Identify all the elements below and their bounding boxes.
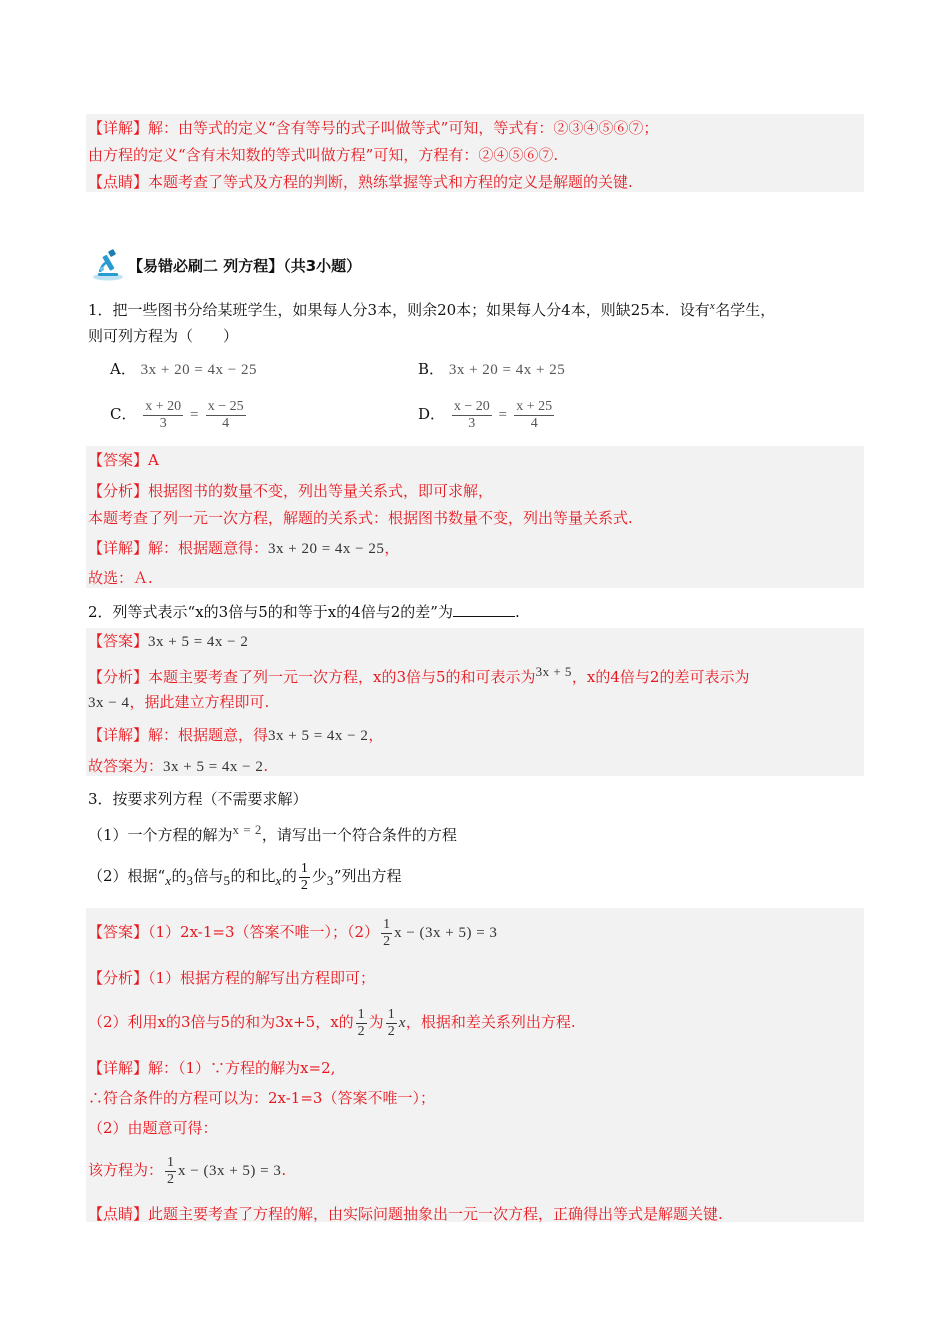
- q2-analysis-2: 3x − 4，据此建立方程即可.: [88, 693, 270, 711]
- q3-detail-2: ∴符合条件的方程可以为：2x-1=3（答案不唯一）；: [88, 1089, 435, 1107]
- q1-answer: 【答案】A: [88, 451, 159, 469]
- section-title: 【易错必刷二 列方程】（共3小题）: [128, 256, 362, 275]
- q1-detail: 【详解】解：根据题意得：3x + 20 = 4x − 25，: [88, 539, 400, 557]
- microscope-icon: [90, 247, 126, 283]
- q3-analysis-2: （2）利用x的3倍与5的和为3x+5，x的 $\frac{1}{2}$ 为 $\frac{1}{2}$ x，根据和差关系列出方程.: [88, 1006, 576, 1039]
- q3-comment: 【点睛】此题主要考查了方程的解，由实际问题抽象出一元一次方程，正确得出等式是解题关键.: [88, 1205, 723, 1223]
- q1-analysis-2: 本题考查了列一元一次方程，解题的关系式：根据图书数量不变，列出等量关系式.: [88, 509, 633, 527]
- q3-part-1: （1）一个方程的解为x = 2，请写出一个符合条件的方程: [88, 822, 457, 844]
- section-header: [90, 247, 361, 283]
- prev-detail-line: 【详解】解：由等式的定义“含有等号的式子叫做等式”可知，等式有：②③④⑤⑥⑦；: [88, 119, 659, 137]
- q3-detail-4: 该方程为： $\frac{1}{2}$ x − (3x + 5) = 3.: [88, 1154, 287, 1187]
- q1-choice: 故选：Ａ.: [88, 569, 153, 587]
- q1-option-c: C． $\frac{x + 20}{3}$ = $\frac{x - 25}{4}$: [110, 398, 244, 431]
- q2-analysis: 【分析】本题主要考查了列一元一次方程，x的3倍与5的和可表示为3x + 5，x的4倍与2的差可表示为: [88, 664, 750, 686]
- prev-detail-line-2: 由方程的定义“含有未知数的等式叫做方程”可知，方程有：②④⑤⑥⑦.: [88, 146, 559, 164]
- q2-final: 故答案为：3x + 5 = 4x − 2.: [88, 757, 269, 775]
- q1-analysis: 【分析】根据图书的数量不变，列出等量关系式，即可求解，: [88, 482, 494, 500]
- q1-option-d: D． $\frac{x - 20}{3}$ = $\frac{x + 25}{4}$: [418, 398, 553, 431]
- q2-answer: 【答案】3x + 5 = 4x − 2: [88, 632, 249, 650]
- q1-option-b: B． 3x + 20 = 4x + 25: [418, 360, 566, 378]
- q2-stem: 2．列等式表示“x的3倍与5的和等于x的4倍与2的差”为 .: [88, 603, 520, 621]
- q3-detail-1: 【详解】解：（1）∵方程的解为x=2,: [88, 1059, 336, 1077]
- q1-option-a: A． 3x + 20 = 4x − 25: [110, 360, 258, 378]
- q1-stem: 1．把一些图书分给某班学生，如果每人分3本，则余20本；如果每人分4本，则缺25本．设有$^x$名学生，: [88, 300, 776, 319]
- q3-analysis: 【分析】（1）根据方程的解写出方程即可；: [88, 969, 376, 987]
- q1-stem-2: 则可列方程为（ ）: [88, 327, 239, 345]
- q3-answer: 【答案】（1）2x-1=3（答案不唯一）；（2） $\frac{1}{2}$ x − (3x + 5) = 3: [88, 916, 498, 949]
- q3-detail-3: （2）由题意可得：: [88, 1119, 218, 1137]
- answer-blank[interactable]: [453, 602, 515, 617]
- q2-detail: 【详解】解：根据题意，得3x + 5 = 4x − 2，: [88, 726, 384, 744]
- prev-comment: 【点睛】本题考查了等式及方程的判断，熟练掌握等式和方程的定义是解题的关键.: [88, 173, 633, 191]
- q3-stem: 3．按要求列方程（不需要求解）: [88, 790, 308, 808]
- q3-part-2: （2）根据“x的3倍与5的和比x的 $\frac{1}{2}$ 少3”列出方程: [88, 860, 402, 893]
